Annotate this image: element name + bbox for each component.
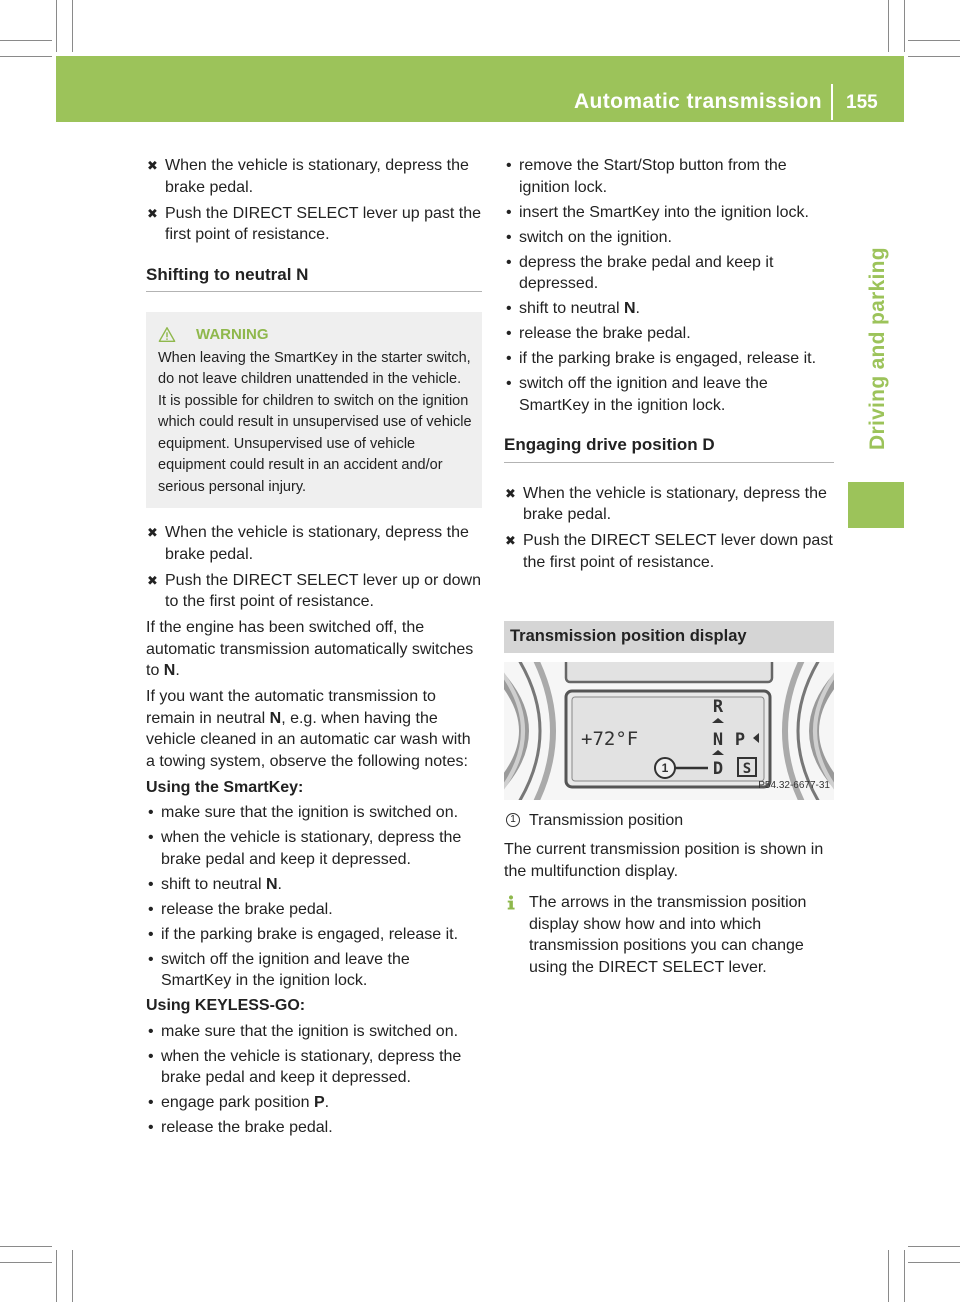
list-item: • if the parking brake is engaged, release it.: [506, 350, 817, 367]
list-item: • shift to neutral N.: [506, 300, 640, 317]
crop-mark: [0, 1262, 52, 1263]
info-icon: [504, 895, 518, 910]
page-title: Automatic transmission: [573, 90, 822, 113]
list-item: • switch on the ignition.: [506, 228, 672, 246]
text: switch off the ignition and leave the SmartKey in the ignition lock.: [161, 950, 410, 989]
figure-reference: P54.32-6677-31: [758, 780, 830, 791]
gear-n-label: N: [712, 729, 724, 750]
instruction-step: [146, 155, 482, 198]
list-item: • release the brake pedal.: [148, 900, 333, 918]
text: switch off the ignition and leave the SmartKey in the ignition lock.: [519, 375, 768, 414]
chapter-tab-label: Driving and parking: [866, 247, 889, 450]
gear-label: P: [314, 1094, 325, 1111]
list-item: • make sure that the ignition is switched on.: [148, 804, 459, 821]
crop-mark: [888, 1250, 889, 1302]
arrow-marker-icon: ✖: [147, 205, 158, 221]
text: make sure that the ignition is switched on.: [161, 1022, 459, 1040]
header-divider: [831, 84, 833, 120]
legend-text: Transmission position: [529, 811, 684, 829]
crop-mark: [72, 0, 73, 52]
warning-label: WARNING: [196, 326, 269, 343]
subheading-smartkey: Using the SmartKey:: [146, 778, 304, 796]
warning-text: When leaving the SmartKey in the starter switch, do not leave children unattended in the vehicle. It is possible for children to switch on the ignition which could result in unsupervised use of vehicle equipment. Unsupervised use of vehicle equipment could result in an accident and/or serious personal injury.: [158, 349, 472, 495]
legend-number: 1: [506, 813, 520, 827]
list-item: • remove the Start/Stop button from the ignition lock.: [506, 157, 787, 196]
left-column: [146, 155, 482, 1142]
arrow-marker-icon: ✖: [147, 158, 158, 173]
arrow-marker-icon: ✖: [505, 533, 516, 548]
crop-mark: [0, 40, 52, 41]
crop-mark: [908, 1262, 960, 1263]
text: engage park position: [161, 1094, 314, 1111]
text: .: [324, 1094, 330, 1111]
step-text: When the vehicle is stationary, depress the brake pedal.: [165, 157, 469, 196]
warning-header: [158, 324, 472, 346]
note-text: The arrows in the transmission position display show how and into which transmission positions you can change using the DIRECT SELECT lever.: [529, 894, 807, 976]
list-item: • depress the brake pedal and keep it depressed.: [506, 253, 774, 292]
text: release the brake pedal.: [161, 900, 333, 918]
gear-label: N: [269, 709, 282, 727]
list-item: • insert the SmartKey into the ignition lock.: [506, 203, 809, 221]
text: make sure that the ignition is switched on.: [161, 804, 459, 821]
gear-s-label: S: [742, 760, 752, 777]
temperature-readout: +72°F: [581, 727, 639, 750]
crop-mark: [904, 0, 905, 52]
subheading-keyless-go: Using KEYLESS-GO:: [146, 997, 306, 1014]
instruction-step: [146, 522, 482, 565]
list-item: • switch off the ignition and leave the SmartKey in the ignition lock.: [148, 950, 410, 989]
paragraph: [146, 686, 482, 772]
right-column: [504, 155, 834, 978]
page-number: 155: [846, 92, 878, 113]
list-item: • when the vehicle is stationary, depress the brake pedal and keep it depressed.: [148, 1047, 462, 1086]
list-item: • release the brake pedal.: [506, 325, 691, 342]
gear-label: N: [265, 875, 278, 893]
callout-number: 1: [661, 760, 669, 775]
arrow-marker-icon: ✖: [147, 572, 158, 588]
text: .: [175, 662, 180, 679]
text: when the vehicle is stationary, depress the brake pedal and keep it depressed.: [161, 1047, 462, 1086]
list-item: • engage park position P.: [148, 1094, 330, 1111]
list-item: • shift to neutral N.: [148, 875, 282, 893]
list-item: • switch off the ignition and leave the SmartKey in the ignition lock.: [506, 375, 768, 414]
crop-mark: [0, 1246, 52, 1247]
crop-mark: [0, 56, 52, 57]
instrument-cluster-figure: [504, 662, 834, 800]
text: insert the SmartKey into the ignition lock.: [519, 203, 809, 221]
gear-p-label: P: [734, 729, 746, 750]
arrow-marker-icon: ✖: [147, 525, 158, 540]
gear-d-label: D: [712, 758, 724, 779]
list-item: • when the vehicle is stationary, depress the brake pedal and keep it depressed.: [148, 829, 462, 868]
instruction-step: [146, 203, 482, 246]
text: .: [635, 300, 640, 317]
section-heading-neutral: Shifting to neutral N: [146, 264, 482, 293]
section-heading-display: Transmission position display: [504, 621, 834, 653]
crop-mark: [908, 40, 960, 41]
warning-box: [146, 312, 482, 508]
step-text: Push the DIRECT SELECT lever up or down to the first point of resistance.: [165, 571, 481, 610]
list-item: • make sure that the ignition is switched on.: [148, 1022, 459, 1040]
text: release the brake pedal.: [161, 1119, 333, 1136]
text: If you want the automatic transmission to remain in neutral: [146, 688, 436, 727]
info-note: [504, 892, 834, 978]
paragraph: [146, 617, 482, 682]
crop-mark: [56, 0, 57, 52]
text: shift to neutral: [161, 875, 266, 893]
text: If the engine has been switched off, the automatic transmission automatically switches to: [146, 619, 474, 679]
text: remove the Start/Stop button from the ignition lock.: [519, 157, 787, 196]
crop-mark: [72, 1250, 73, 1302]
list-item: • if the parking brake is engaged, release it.: [148, 925, 459, 943]
text: depress the brake pedal and keep it depressed.: [519, 253, 774, 292]
gear-label: N: [623, 300, 636, 317]
step-text: When the vehicle is stationary, depress the brake pedal.: [523, 484, 827, 523]
text: .: [277, 875, 282, 893]
crop-mark: [908, 1246, 960, 1247]
arrow-marker-icon: ✖: [505, 485, 516, 501]
crop-mark: [56, 1250, 57, 1302]
step-text: Push the DIRECT SELECT lever down past the first point of resistance.: [523, 532, 833, 571]
crop-mark: [904, 1250, 905, 1302]
warning-triangle-icon: [158, 326, 176, 344]
text: release the brake pedal.: [519, 325, 691, 342]
text: shift to neutral: [519, 300, 624, 317]
text: , e.g. when having the vehicle cleaned in an automatic car wash with a towing system, observe the following notes:: [146, 709, 471, 770]
instruction-step: [504, 483, 834, 526]
paragraph: The current transmission position is shown in the multifunction display.: [504, 841, 824, 880]
figure-legend: [504, 810, 834, 832]
text: if the parking brake is engaged, release it.: [161, 925, 459, 943]
text: when the vehicle is stationary, depress the brake pedal and keep it depressed.: [161, 829, 462, 868]
gear-r-label: R: [712, 696, 724, 717]
crop-mark: [888, 0, 889, 52]
text: if the parking brake is engaged, release it.: [519, 350, 817, 367]
text: switch on the ignition.: [519, 228, 672, 246]
gear-label: N: [163, 662, 176, 679]
instruction-step: [504, 530, 834, 573]
crop-mark: [908, 56, 960, 57]
list-item: • release the brake pedal.: [148, 1119, 333, 1136]
step-text: Push the DIRECT SELECT lever up past the first point of resistance.: [165, 204, 482, 243]
instruction-step: [146, 570, 482, 613]
step-text: When the vehicle is stationary, depress the brake pedal.: [165, 524, 469, 563]
chapter-tab-marker: [848, 482, 904, 528]
section-heading-drive: Engaging drive position D: [504, 434, 834, 463]
